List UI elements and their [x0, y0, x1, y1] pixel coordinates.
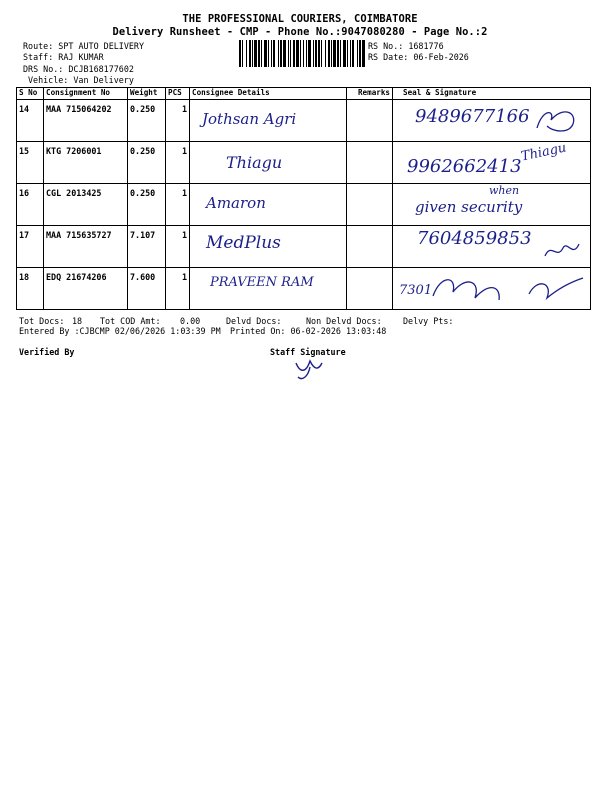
barcode	[239, 40, 365, 67]
handwritten-consignee: MedPlus	[206, 233, 281, 253]
barcode-bar	[352, 40, 354, 67]
barcode-bar	[315, 40, 317, 67]
tot-docs-value: 18	[72, 316, 83, 326]
handwritten-signature: 9962662413	[407, 156, 522, 177]
consignment-cell: CGL 2013425	[44, 184, 128, 226]
barcode-bar	[252, 40, 253, 67]
col-header-weight: Weight	[128, 88, 166, 100]
company-title: THE PROFESSIONAL COURIERS, COIMBATORE	[182, 13, 418, 25]
barcode-bar	[318, 40, 320, 67]
handwritten-signature: 9489677166	[415, 106, 530, 127]
signature-scribble	[533, 106, 583, 136]
verified-by-label: Verified By	[19, 347, 75, 357]
weight-cell: 7.107	[128, 226, 166, 268]
barcode-bar	[359, 40, 361, 67]
printed-on-text: Printed On: 06-02-2026 13:03:48	[230, 326, 387, 336]
barcode-bar	[283, 40, 286, 67]
signature-cell	[393, 100, 591, 142]
signature-scribble	[543, 238, 583, 264]
signature-line	[19, 347, 589, 357]
vehicle-text: Vehicle: Van Delivery	[28, 74, 134, 85]
header-left-block	[23, 41, 144, 85]
barcode-bar	[321, 40, 322, 67]
barcode-bar	[268, 40, 269, 67]
barcode-bar	[271, 40, 272, 67]
barcode-bar	[347, 40, 348, 67]
barcode-bar	[306, 40, 307, 67]
consignee-cell	[190, 142, 347, 184]
totals-line	[19, 316, 589, 326]
col-header-consignment: Consignment No	[44, 88, 128, 100]
col-header-remarks: Remarks	[347, 88, 393, 100]
table-header-row	[17, 88, 591, 100]
staff-signature-label: Staff Signature	[270, 347, 346, 357]
tot-cod-label: Tot COD Amt:	[100, 316, 161, 326]
barcode-bar	[333, 40, 336, 67]
runsheet-subtitle: Delivery Runsheet - CMP - Phone No.:9047080280 - Page No.:2	[112, 26, 488, 38]
consignee-cell	[190, 268, 347, 310]
sno-cell: 17	[17, 226, 44, 268]
barcode-bar	[258, 40, 260, 67]
consignment-cell: KTG 7206001	[44, 142, 128, 184]
signature-cell	[393, 142, 591, 184]
handwritten-signature: 7301	[399, 283, 433, 298]
handwritten-signature: given security	[415, 198, 523, 216]
table-row	[17, 226, 591, 268]
barcode-bar	[246, 40, 247, 67]
barcode-bar	[242, 40, 243, 67]
barcode-bar	[264, 40, 267, 67]
consignee-cell	[190, 226, 347, 268]
drs-text: DRS No.: DCJB168177602	[23, 64, 134, 75]
signature-cell	[393, 226, 591, 268]
pcs-cell: 1	[166, 142, 190, 184]
header-right-block	[368, 41, 469, 63]
barcode-bar	[290, 40, 291, 67]
signature-scribble	[429, 270, 585, 308]
consignee-cell	[190, 100, 347, 142]
route-text: Route: SPT AUTO DELIVERY	[23, 41, 145, 51]
col-header-pcs: PCS	[166, 88, 190, 100]
barcode-bar	[254, 40, 257, 67]
barcode-bar	[350, 40, 351, 67]
sno-cell: 18	[17, 268, 44, 310]
pcs-cell: 1	[166, 100, 190, 142]
barcode-bar	[340, 40, 341, 67]
barcode-bar	[328, 40, 330, 67]
handwritten-signature-extra: when	[489, 184, 520, 197]
table-row	[17, 100, 591, 142]
remarks-cell	[347, 142, 393, 184]
signature-cell	[393, 184, 591, 226]
pcs-cell: 1	[166, 184, 190, 226]
handwritten-consignee: Amaron	[206, 194, 266, 212]
remarks-cell	[347, 226, 393, 268]
pcs-cell: 1	[166, 226, 190, 268]
barcode-bar	[308, 40, 311, 67]
col-header-seal-signature: Seal & Signature	[393, 88, 591, 100]
barcode-bar	[239, 40, 241, 67]
table-row	[17, 268, 591, 310]
remarks-cell	[347, 268, 393, 310]
barcode-bar	[278, 40, 279, 67]
delvy-pts-label: Delvy Pts:	[403, 316, 454, 326]
weight-cell: 0.250	[128, 100, 166, 142]
barcode-bar	[325, 40, 326, 67]
table-row	[17, 142, 591, 184]
runsheet-table	[16, 87, 591, 310]
barcode-bar	[261, 40, 262, 67]
staff-text: Staff: RAJ KUMAR	[23, 51, 104, 62]
handwritten-signature: 7604859853	[417, 228, 532, 249]
pcs-cell: 1	[166, 268, 190, 310]
table-row	[17, 184, 591, 226]
handwritten-consignee: PRAVEEN RAM	[210, 275, 314, 290]
tot-docs-label: Tot Docs:	[19, 316, 65, 326]
weight-cell: 0.250	[128, 184, 166, 226]
rs-date-text: RS Date: 06-Feb-2026	[368, 52, 469, 62]
handwritten-consignee: Thiagu	[226, 153, 283, 172]
weight-cell: 7.600	[128, 268, 166, 310]
signature-cell	[393, 268, 591, 310]
handwritten-consignee: Jothsan Agri	[202, 110, 297, 128]
barcode-bar	[249, 40, 251, 67]
barcode-bar	[331, 40, 332, 67]
consignment-cell: EDQ 21674206	[44, 268, 128, 310]
sno-cell: 16	[17, 184, 44, 226]
handwritten-signature-extra: Thiagu	[519, 140, 568, 165]
barcode-bar	[273, 40, 275, 67]
sno-cell: 15	[17, 142, 44, 184]
barcode-bar	[300, 40, 301, 67]
consignment-cell: MAA 715064202	[44, 100, 128, 142]
entered-printed-line	[19, 326, 589, 336]
barcode-bar	[343, 40, 346, 67]
non-delvd-docs-label: Non Delvd Docs:	[306, 316, 382, 326]
rs-no-text: RS No.: 1681776	[368, 41, 444, 51]
barcode-bar	[357, 40, 358, 67]
staff-signature-scribble	[292, 357, 326, 383]
weight-cell: 0.250	[128, 142, 166, 184]
col-header-consignee: Consignee Details	[190, 88, 347, 100]
sno-cell: 14	[17, 100, 44, 142]
barcode-bar	[337, 40, 339, 67]
remarks-cell	[347, 100, 393, 142]
consignment-cell: MAA 715635727	[44, 226, 128, 268]
barcode-bar	[296, 40, 299, 67]
entered-by-text: Entered By :CJBCMP 02/06/2026 1:03:39 PM	[19, 326, 221, 336]
col-header-sno: S No	[17, 88, 44, 100]
delvd-docs-label: Delvd Docs:	[226, 316, 282, 326]
consignee-cell	[190, 184, 347, 226]
tot-cod-value: 0.00	[180, 316, 201, 326]
remarks-cell	[347, 184, 393, 226]
barcode-bar	[362, 40, 365, 67]
barcode-bar	[303, 40, 304, 67]
barcode-bar	[288, 40, 289, 67]
barcode-bar	[280, 40, 282, 67]
barcode-bar	[293, 40, 295, 67]
barcode-bar	[313, 40, 314, 67]
